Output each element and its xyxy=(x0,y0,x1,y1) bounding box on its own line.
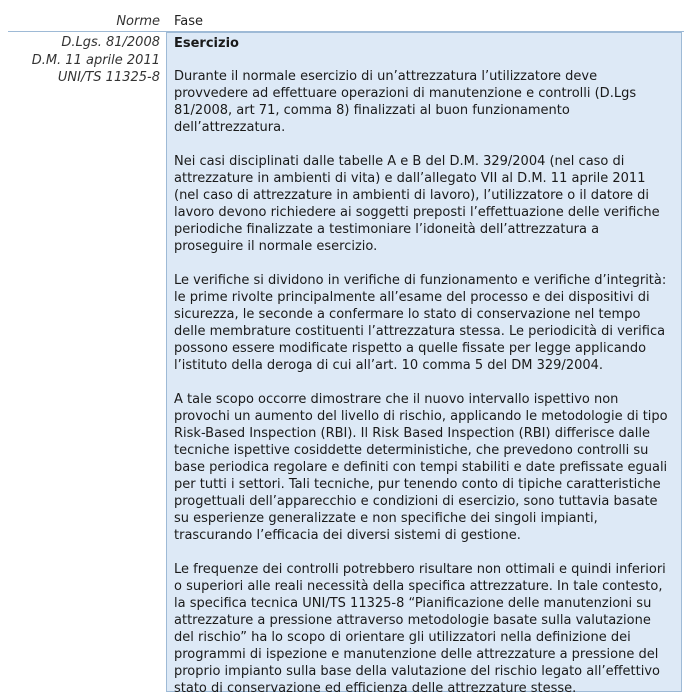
phase-content-box xyxy=(166,32,682,696)
phase-title: Esercizio xyxy=(174,36,239,51)
paragraph: Le frequenze dei controlli potrebbero risultare non ottimali e quindi inferiori o superiori alle reali necessità della specifica attrezzature. In tale contesto, la specifica tecnica UNI/TS 11325-8 “Pianificazione delle manutenzioni su attrezzature a pressione attraverso metodologie basate sulla valutazione del rischio” ha lo scopo di orientare gli utilizzatori nella definizione dei programmi di ispezione e manutenzione delle attrezzature a pressione del proprio impianto sulla base della valutazione del rischio legato all’effettivo stato di conservazione ed efficienza delle attrezzature stesse. xyxy=(174,562,666,696)
paragraph: Le verifiche si dividono in verifiche di funzionamento e verifiche d’integrità: le prime rivolte principalmente all’esame del processo e dei dispositivi di sicurezza, le seconde a confermare lo stato di conservazione nel tempo delle membrature costituenti l’attrezzatura stessa. Le periodicità di verifica possono essere modificate rispetto a quelle fissate per legge applicando l’istituto della deroga di cui all’art. 10 comma 5 del DM 329/2004. xyxy=(174,273,667,373)
norm-reference: D.Lgs. 81/2008 xyxy=(61,35,160,50)
phase-column-header: Fase xyxy=(174,14,204,29)
paragraph: A tale scopo occorre dimostrare che il nuovo intervallo ispettivo non provochi un aumento del livello di rischio, applicando le metodologie di tipo Risk-Based Inspection (RBI). Il Risk Based Inspection (RBI) differisce dalle tecniche ispettive cosiddette deterministiche, che prevedono controlli su base periodica regolare e definiti con tempi stabiliti e date prefissate eguali per tutti i settori. Tali tecniche, pur tenendo conto di tipiche caratteristiche progettuali dell’apparecchio e condizioni di esercizio, sono tuttavia basate su esperienze generalizzate e non specifiche dei singoli impianti, trascurando l’efficacia dei diversi sistemi di gestione. xyxy=(174,392,668,543)
table-header xyxy=(0,14,686,32)
norms-list xyxy=(0,34,160,87)
paragraph: Durante il normale esercizio di un’attrezzatura l’utilizzatore deve provvedere ad effettuare operazioni di manutenzione e controlli (D.Lgs 81/2008, art 71, comma 8) finalizzati al buon funzionamento dell’attrezzatura. xyxy=(174,69,637,135)
norm-reference: D.M. 11 aprile 2011 xyxy=(31,52,160,68)
norm-reference: UNI/TS 11325-8 xyxy=(57,70,160,85)
paragraph: Nei casi disciplinati dalle tabelle A e B del D.M. 329/2004 (nel caso di attrezzature in ambienti di vita) e dall’allegato VII al D.M. 11 aprile 2011 (nel caso di attrezzature in ambienti di lavoro), l’utilizzatore o il datore di lavoro devono richiedere ai soggetti preposti l’effettuazione delle verifiche periodiche finalizzate a testimoniare l’idoneità dell’attrezzatura a proseguire il normale esercizio. xyxy=(174,154,660,254)
norms-column-header: Norme xyxy=(116,14,160,29)
